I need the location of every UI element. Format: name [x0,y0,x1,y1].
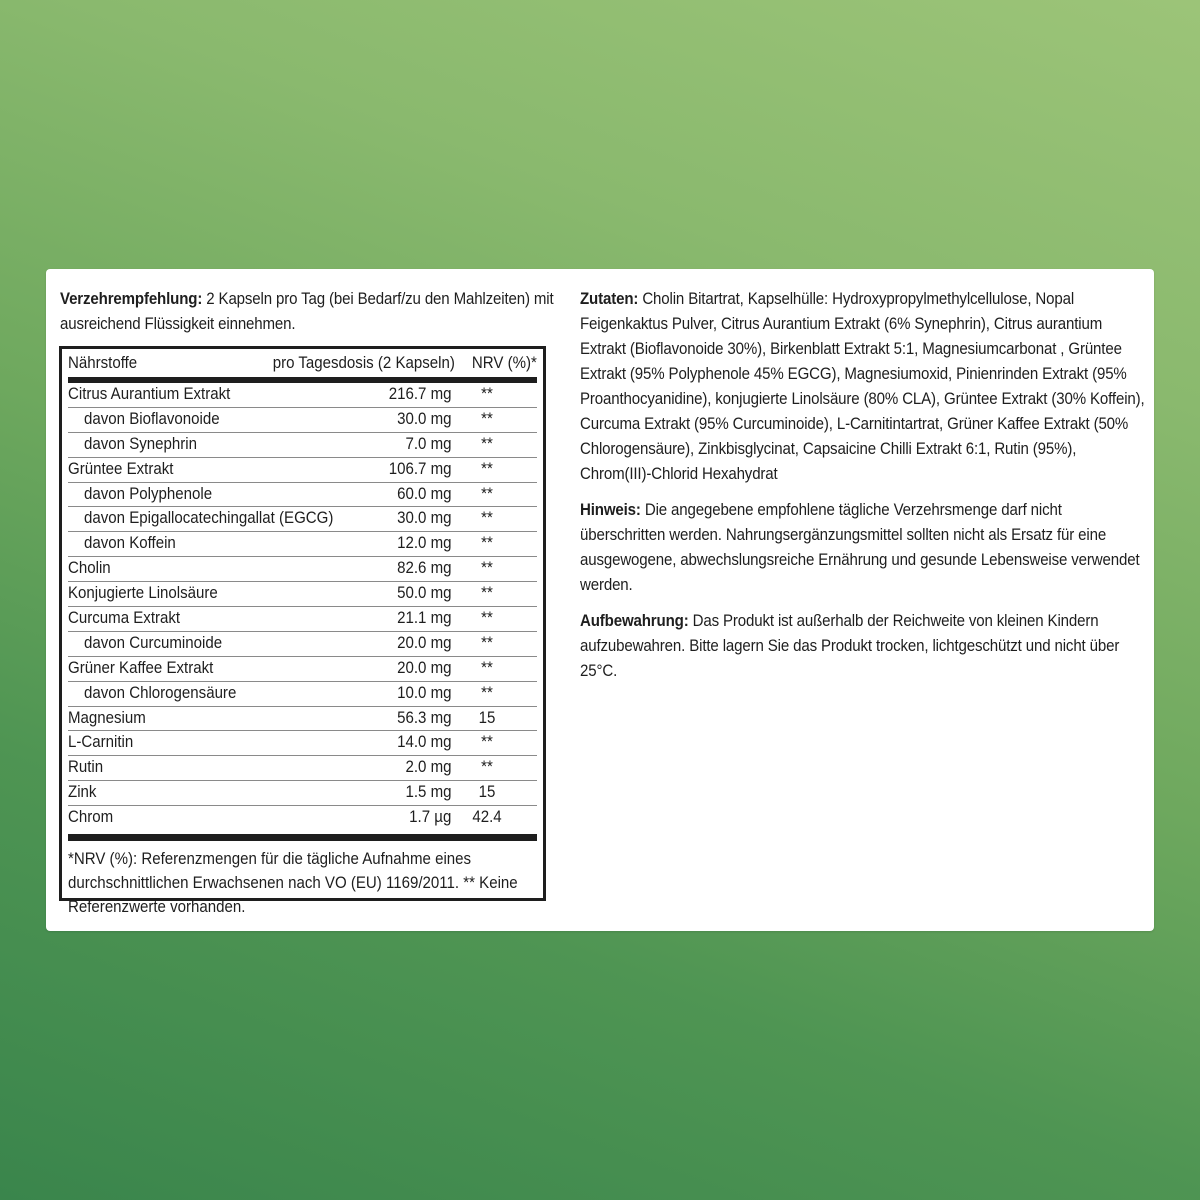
nutrient-amount: 20.0 mg [396,633,451,652]
dosage-text: 2 Kapseln pro Tag (bei Bedarf/zu den Mahlzeiten) mit ausreichend Flüssigkeit einnehmen. [60,290,554,333]
header-nrv: NRV (%)* [472,354,537,372]
nutrient-nrv: ** [481,758,493,777]
ingredients-text: Cholin Bitartrat, Kapselhülle: Hydroxypropylmethylcellulose, Nopal Feigenkaktus Pulver, Citrus Aurantium Extrakt (6% Synephrin), Citrus aurantium Extrakt (Bioflavonoide 30%), Birkenblatt Extrakt 5:1, Magnesiumcarbonat , Grüntee Extrakt (95% Polyphenole 45% EGCG), Magnesiumoxid, Pinienrinden Extrakt (95% Proanthocyanidine), konjugierte Linolsäure (80% CLA), Grüntee Extrakt (30% Koffein), Curcuma Extrakt (95% Curcuminoide), L-Carnitintartrat, Grüner Kaffee Extrakt (50% Chlorogensäure), Zinkbisglycinat, Capsaicine Chilli Extrakt 6:1, Rutin (95%), Chrom(III)-Chlorid Hexahydrat [580,290,1145,483]
nutrient-name: davon Polyphenole [84,484,213,503]
nutrient-nrv: ** [481,385,493,403]
nutrient-amount: 30.0 mg [396,409,451,428]
nutrient-nrv: ** [481,459,493,478]
table-row [68,806,537,830]
nutrient-amount: 21.1 mg [396,609,451,628]
nutrient-nrv: ** [481,584,493,603]
table-row [68,607,537,632]
nutrient-amount: 14.0 mg [396,733,451,752]
nutrient-amount: 1.5 mg [404,783,451,802]
notice-label: Hinweis: [580,501,641,519]
right-panel [580,287,1145,695]
nutrient-name: Konjugierte Linolsäure [68,584,218,603]
nutrient-name: Chrom [68,808,114,827]
nutrient-amount: 56.3 mg [396,708,451,727]
table-row [68,383,537,408]
nutrient-name: Citrus Aurantium Extrakt [68,385,231,403]
nutrient-amount: 82.6 mg [396,559,451,578]
nutrient-amount: 7.0 mg [404,434,451,453]
table-row [68,582,537,607]
table-row [68,682,537,707]
info-card [46,269,1154,931]
table-body [62,383,543,830]
nutrient-nrv: ** [481,409,493,428]
notice-text: Die angegebene empfohlene tägliche Verzehrsmenge darf nicht überschritten werden. Nahrungsergänzungsmittel sollten nicht als Ersatz für eine ausgewogene, abwechslungsreiche Ernährung und gesunde Lebensweise verwendet werden. [580,501,1140,594]
left-panel [60,287,555,348]
table-row [68,433,537,458]
nutrient-name: davon Bioflavonoide [84,409,220,428]
nutrient-name: Rutin [68,758,104,777]
table-row [68,756,537,781]
nutrient-nrv: ** [481,509,493,528]
nutrient-name: Grüntee Extrakt [68,459,174,478]
nutrient-name: davon Koffein [84,534,176,553]
table-row [68,781,537,806]
header-dose: pro Tagesdosis (2 Kapseln) [272,354,455,372]
nutrient-amount: 216.7 mg [388,385,451,403]
table-row [68,557,537,582]
ingredients-label: Zutaten: [580,290,639,308]
nutrient-amount: 2.0 mg [404,758,451,777]
storage-label: Aufbewahrung: [580,612,689,630]
nutrient-name: L-Carnitin [68,733,134,752]
nutrient-amount: 50.0 mg [396,584,451,603]
nutrient-name: Curcuma Extrakt [68,609,181,628]
nutrient-nrv: ** [481,683,493,702]
nutrient-nrv: ** [481,733,493,752]
table-row [68,507,537,532]
table-row [68,483,537,508]
table-row [68,632,537,657]
nutrient-amount: 1.7 µg [408,808,451,827]
table-bottom-rule [68,834,537,841]
nutrition-table [59,346,546,917]
nutrient-amount: 60.0 mg [396,484,451,503]
dosage-label: Verzehrempfehlung: [60,290,203,308]
table-row [68,707,537,732]
nutrient-name: Grüner Kaffee Extrakt [68,658,214,677]
nutrient-name: Magnesium [68,708,146,727]
table-row [68,657,537,682]
nutrient-nrv: ** [481,534,493,553]
dosage-recommendation [60,287,562,337]
nutrient-name: davon Epigallocatechingallat (EGCG) [84,509,334,528]
nutrient-name: Cholin [68,559,111,578]
nutrient-nrv: ** [481,633,493,652]
nutrient-amount: 106.7 mg [388,459,451,478]
nutrient-nrv: ** [481,609,493,628]
table-row [68,532,537,557]
nutrient-name: davon Synephrin [84,434,197,453]
table-header [68,349,537,383]
header-nutrient: Nährstoffe [68,354,138,372]
storage-text: Das Produkt ist außerhalb der Reichweite von kleinen Kindern aufzubewahren. Bitte lagern Sie das Produkt trocken, lichtgeschützt und nicht über 25°C. [580,612,1120,680]
nutrient-name: Zink [68,783,97,802]
nutrient-name: davon Curcuminoide [84,633,223,652]
storage-section [580,609,1147,684]
table-row [68,731,537,756]
nutrient-nrv: 15 [478,708,496,727]
nutrient-amount: 10.0 mg [396,683,451,702]
nutrient-nrv: ** [481,559,493,578]
nutrient-nrv: ** [481,434,493,453]
notice-section [580,498,1147,598]
nutrient-nrv: ** [481,658,493,677]
ingredients-section [580,287,1147,487]
nutrient-nrv: ** [481,484,493,503]
table-row [68,458,537,483]
nutrient-amount: 20.0 mg [396,658,451,677]
table-footnote: *NRV (%): Referenzmengen für die tägliche Aufnahme eines durchschnittlichen Erwachsenen nach VO (EU) 1169/2011. ** Keine Referenzwerte vorhanden. [68,850,518,917]
nutrient-nrv: 15 [478,783,496,802]
nutrient-name: davon Chlorogensäure [84,683,237,702]
nutrient-amount: 12.0 mg [396,534,451,553]
nutrient-amount: 30.0 mg [396,509,451,528]
table-row [68,408,537,433]
nutrient-nrv: 42.4 [472,808,502,827]
